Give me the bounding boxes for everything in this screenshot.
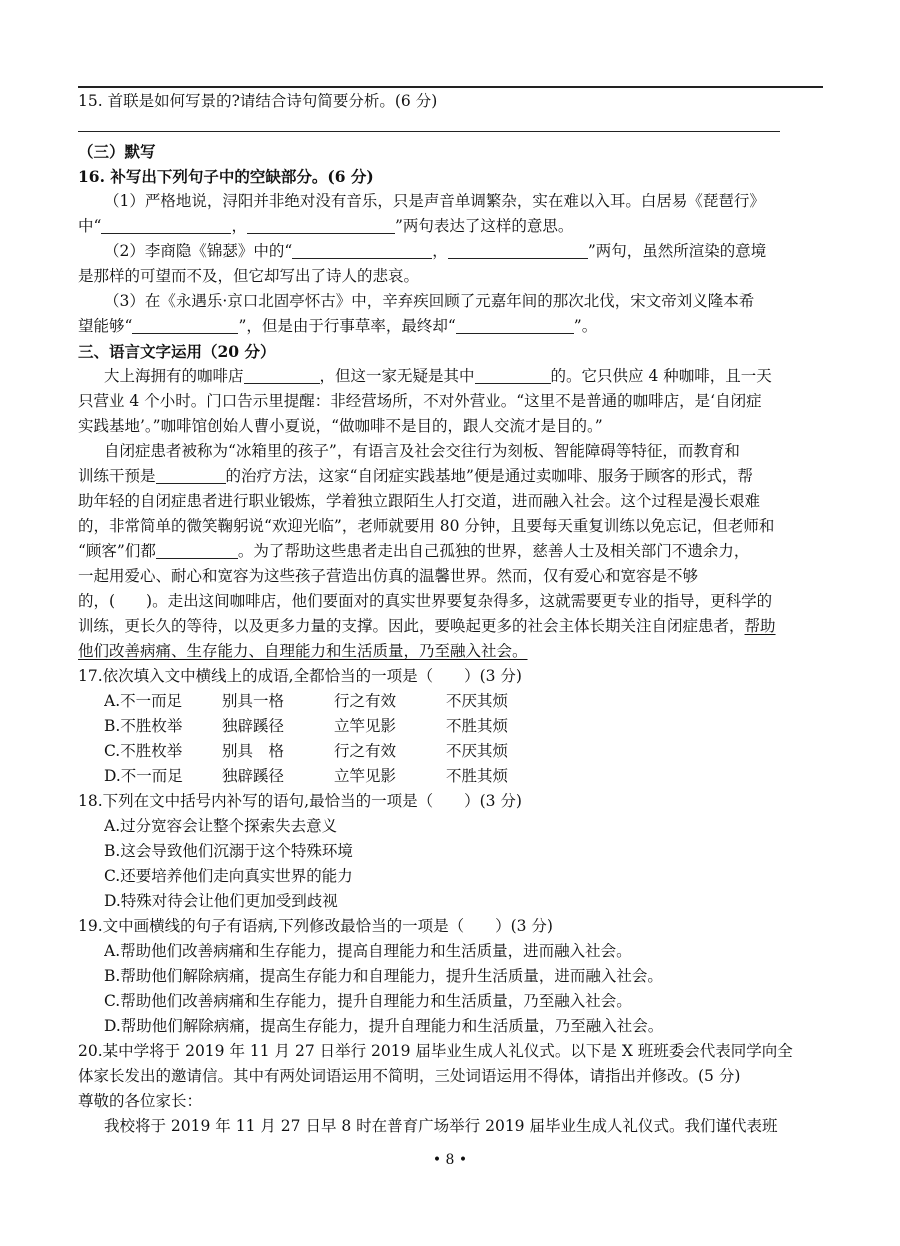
q16-item-1-line-1: （1）严格地说，浔阳并非绝对没有音乐，只是声音单调繁杂，实在难以入耳。白居易《琵琶行》 <box>104 192 765 210</box>
passage-line <box>78 639 823 664</box>
q17-option-a[interactable]: A.不一而足 别具一格 行之有效 不厌其烦 <box>104 692 509 710</box>
passage-line: 一起用爱心、耐心和宽容为这些孩子营造出仿真的温馨世界。然而，仅有爱心和宽容是不够 <box>78 567 699 585</box>
underlined-sentence: 他们改善病痛、生存能力、自理能力和生活质量，乃至融入社会。 <box>78 642 528 660</box>
q16-item-3-line-1: （3）在《永遇乐·京口北固亭怀古》中，辛弃疾回顾了元嘉年间的那次北伐，宋文帝刘义隆本希 <box>104 292 755 310</box>
answer-line <box>78 131 780 132</box>
question-15: 15. 首联是如何写景的?请结合诗句简要分析。(6 分) <box>78 92 438 110</box>
q19-option-b[interactable]: B.帮助他们解除病痛，提高生存能力和自理能力，提升生活质量，进而融入社会。 <box>104 967 663 985</box>
q16-item-3-line-2: 望能够“ ”，但是由于行事草率，最终却“ ”。 <box>78 317 598 335</box>
page-number: • 8 • <box>432 1152 468 1168</box>
question-16-title: 16. 补写出下列句子中的空缺部分。(6 分) <box>78 167 374 186</box>
answer-blank[interactable] <box>456 316 574 334</box>
answer-blank[interactable] <box>244 366 320 384</box>
q18-option-c[interactable]: C.还要培养他们走向真实世界的能力 <box>104 867 353 885</box>
q18-option-d[interactable]: D.特殊对待会让他们更加受到歧视 <box>104 892 338 910</box>
passage-line: 训练干预是 的治疗方法，这家“自闭症实践基地”便是通过卖咖啡、服务于顾客的形式，帮 <box>78 467 753 485</box>
question-18-stem: 18.下列在文中括号内补写的语句,最恰当的一项是（ ）(3 分) <box>78 792 522 810</box>
answer-blank[interactable] <box>156 466 226 484</box>
passage-line: 训练，更长久的等待，以及更多力量的支撑。因此，要唤起更多的社会主体长期关注自闭症患者，帮助 <box>78 617 776 635</box>
passage-line: “顾客”们都 。为了帮助这些患者走出自己孤独的世界，慈善人士及相关部门不遗余力， <box>78 542 750 560</box>
q17-option-c[interactable]: C.不胜枚举 别具 格 行之有效 不厌其烦 <box>104 742 509 760</box>
q19-option-a[interactable]: A.帮助他们改善病痛和生存能力，提高自理能力和生活质量，进而融入社会。 <box>104 942 632 960</box>
question-20-line-1: 20.某中学将于 2019 年 11 月 27 日举行 2019 届毕业生成人礼仪式。以下是 X 班班委会代表同学向全 <box>78 1042 793 1060</box>
answer-blank[interactable] <box>292 241 432 259</box>
answer-blank[interactable] <box>448 241 588 259</box>
top-rule <box>78 86 823 88</box>
q19-option-c[interactable]: C.帮助他们改善病痛和生存能力，提升自理能力和生活质量，乃至融入社会。 <box>104 992 632 1010</box>
q19-option-d[interactable]: D.帮助他们解除病痛，提高生存能力，提升自理能力和生活质量，乃至融入社会。 <box>104 1017 664 1035</box>
question-19-stem: 19.文中画横线的句子有语病,下列修改最恰当的一项是（ ）(3 分) <box>78 917 553 935</box>
section-3-title: （三）默写 <box>78 142 156 161</box>
passage-line: 的，( )。走出这间咖啡店，他们要面对的真实世界要复杂得多，这就需要更专业的指导，更科学的 <box>78 592 773 610</box>
q17-option-d[interactable]: D.不一而足 独辟蹊径 立竿见影 不胜其烦 <box>104 767 509 785</box>
q16-item-1-line-2: 中“ ， ”两句表达了这样的意思。 <box>78 217 574 235</box>
q16-item-2-line-1: （2）李商隐《锦瑟》中的“ ， ”两句，虽然所渲染的意境 <box>104 242 767 260</box>
passage-line: 自闭症患者被称为“冰箱里的孩子”，有语言及社会交往行为刻板、智能障碍等特征，而教育和 <box>104 442 740 460</box>
answer-blank[interactable] <box>101 216 231 234</box>
q18-option-a[interactable]: A.过分宽容会让整个探索失去意义 <box>104 817 338 835</box>
passage-line: 实践基地’。”咖啡馆创始人曹小夏说，“做咖啡不是目的，跟人交流才是目的。” <box>78 417 603 435</box>
letter-salutation: 尊敬的各位家长： <box>78 1092 203 1110</box>
q16-item-2-line-2: 是那样的可望而不及，但它却写出了诗人的悲哀。 <box>78 267 420 285</box>
question-17-stem: 17.依次填入文中横线上的成语,全都恰当的一项是（ ）(3 分) <box>78 667 522 685</box>
q17-option-b[interactable]: B.不胜枚举 独辟蹊径 立竿见影 不胜其烦 <box>104 717 509 735</box>
answer-blank[interactable] <box>247 216 395 234</box>
answer-blank[interactable] <box>156 541 238 559</box>
answer-blank[interactable] <box>475 366 551 384</box>
part-3-title: 三、语言文字运用（20 分） <box>78 342 276 361</box>
underlined-sentence: 帮助 <box>744 617 776 635</box>
letter-body-line: 我校将于 2019 年 11 月 27 日早 8 时在普育广场举行 2019 届毕业生成人礼仪式。我们谨代表班 <box>104 1117 778 1135</box>
q18-option-b[interactable]: B.这会导致他们沉溺于这个特殊环境 <box>104 842 353 860</box>
passage-line: 只营业 4 个小时。门口告示里提醒：非经营场所，不对外营业。“这里不是普通的咖啡店，是‘自闭症 <box>78 392 762 410</box>
answer-blank[interactable] <box>132 316 238 334</box>
passage-line: 助年轻的自闭症患者进行职业锻炼，学着独立跟陌生人打交道，进而融入社会。这个过程是漫长艰难 <box>78 492 761 510</box>
passage-line: 大上海拥有的咖啡店 ，但这一家无疑是其中 的。它只供应 4 种咖啡，且一天 <box>104 367 772 385</box>
question-20-line-2: 体家长发出的邀请信。其中有两处词语运用不简明，三处词语运用不得体，请指出并修改。(5 分) <box>78 1067 741 1085</box>
passage-line: 的，非常简单的微笑鞠躬说“欢迎光临”，老师就要用 80 分钟，且要每天重复训练以免忘记，但老师和 <box>78 517 775 535</box>
